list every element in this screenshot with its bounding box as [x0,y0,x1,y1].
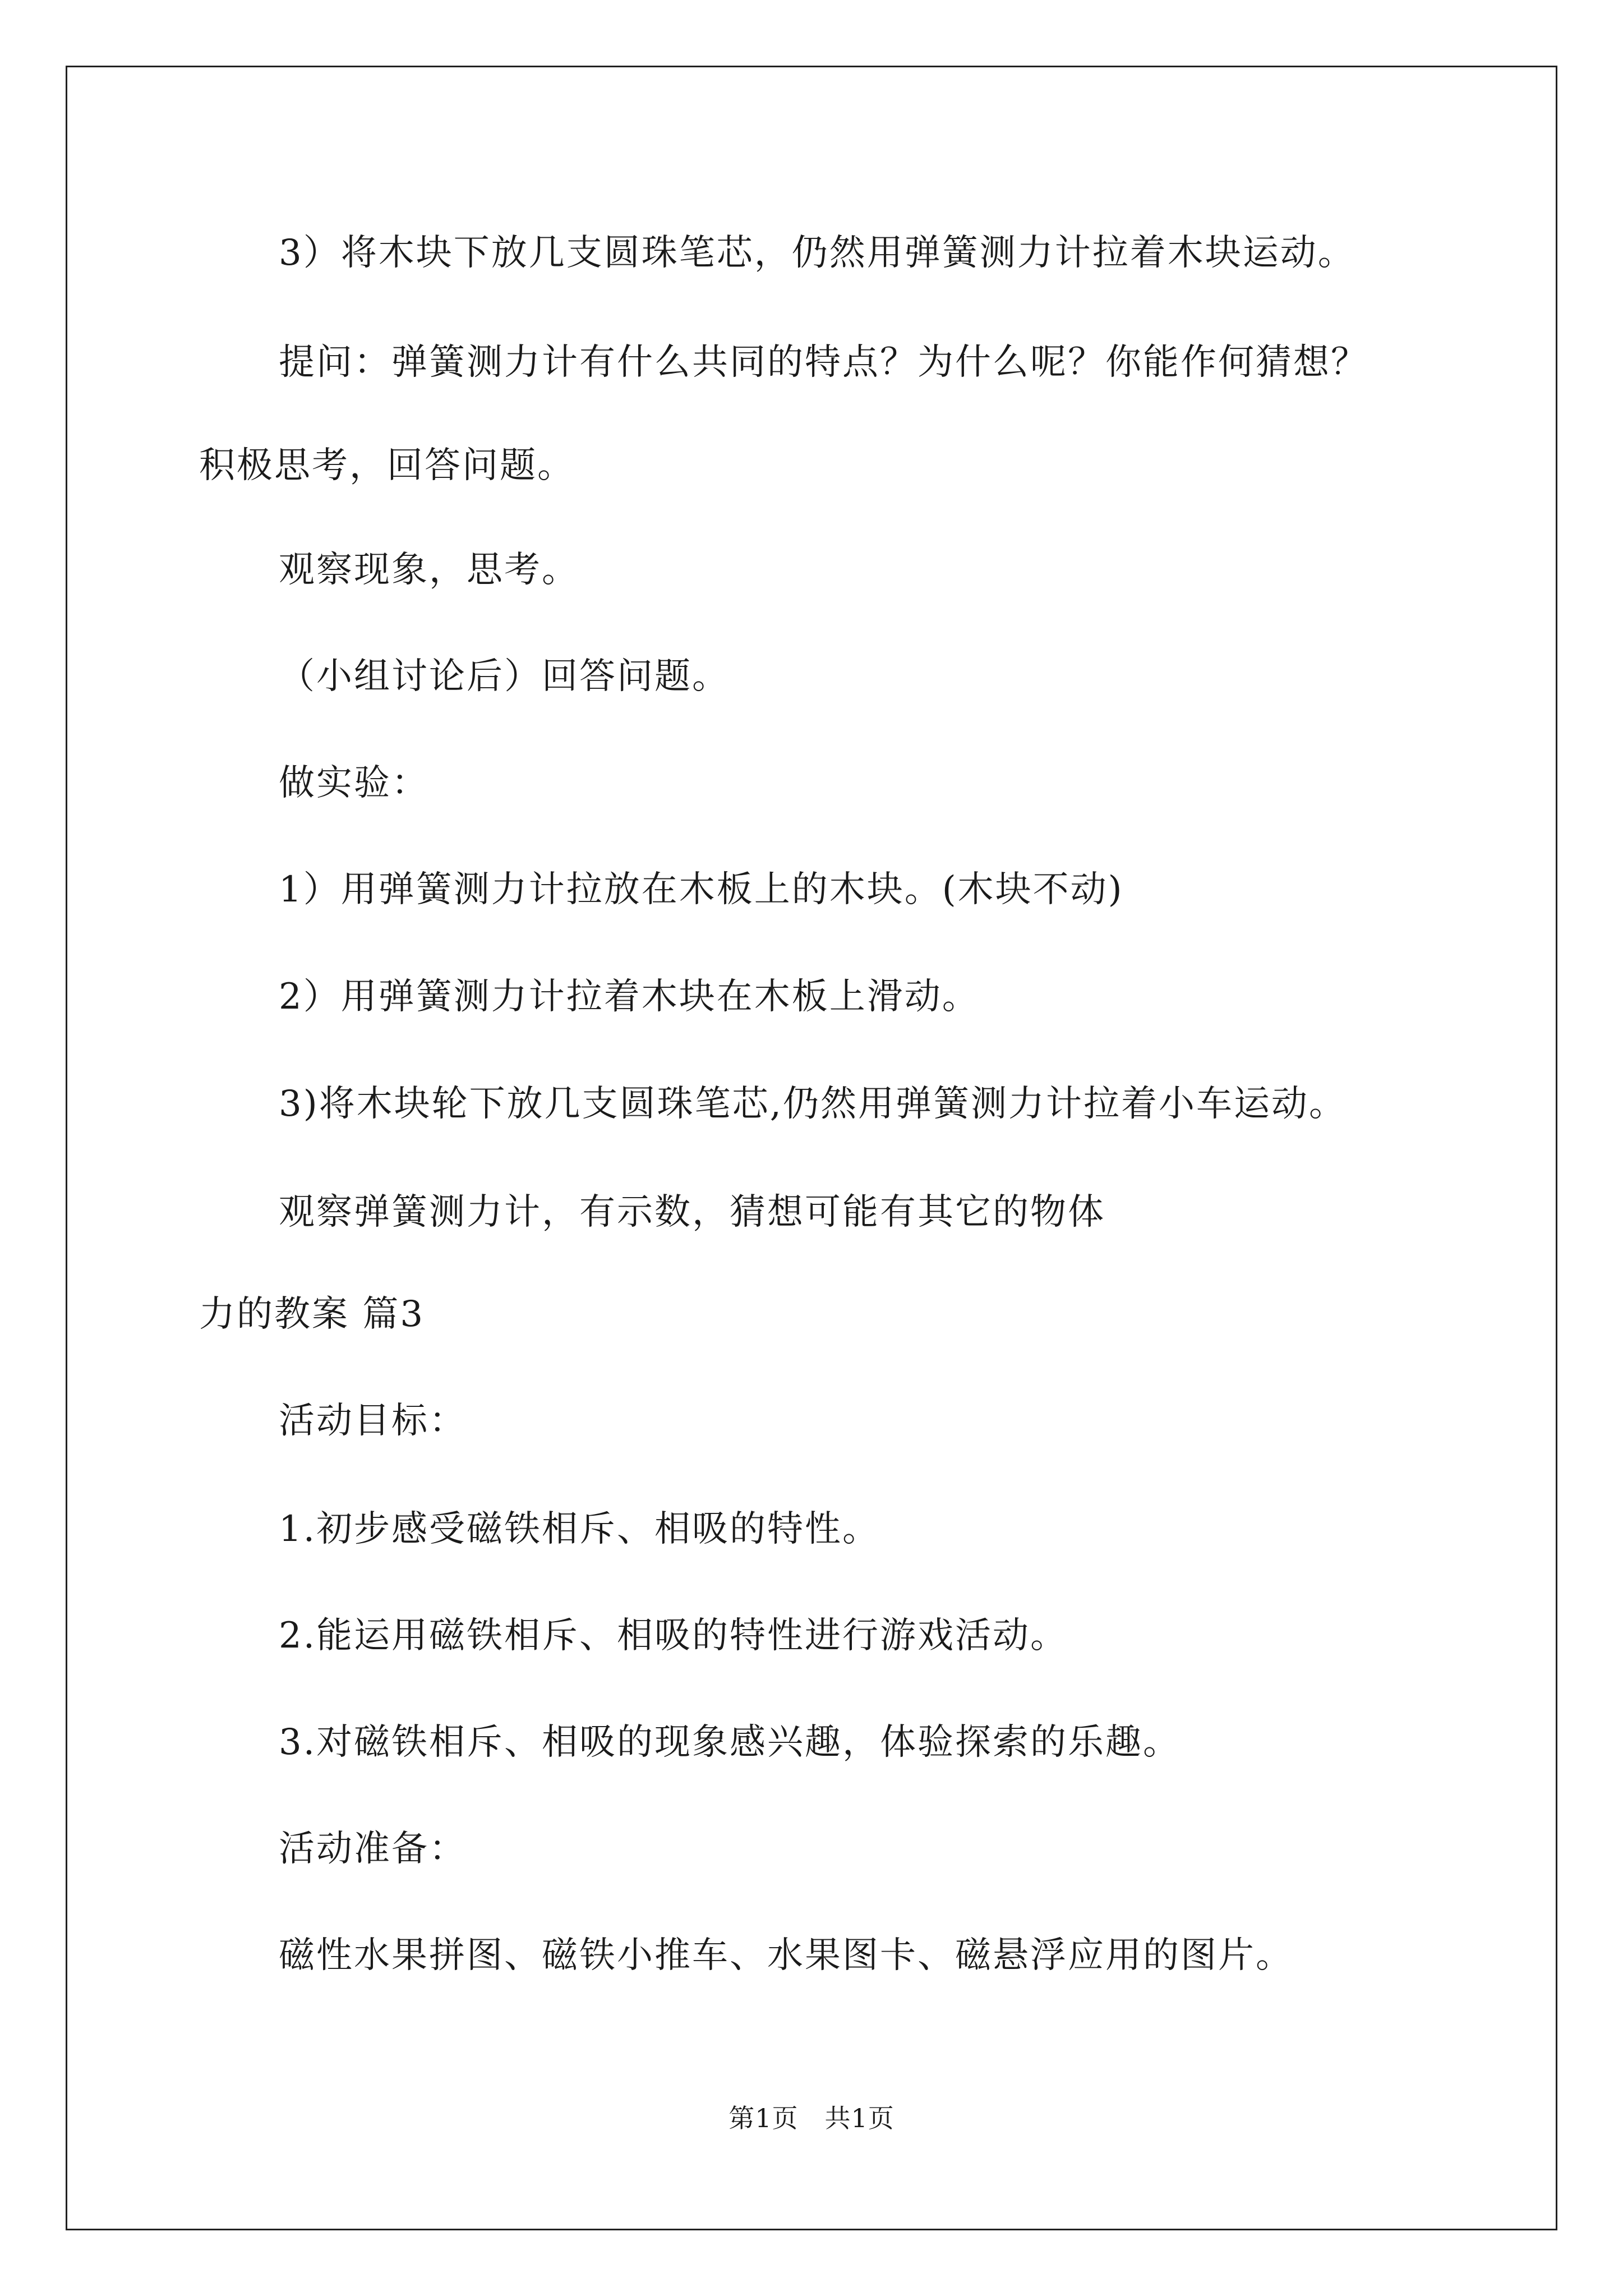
paragraph-goal-1: 1.初步感受磁铁相斥、相吸的特性。 [279,1508,880,1550]
paragraph-prep-heading: 活动准备： [279,1828,467,1870]
paragraph-goal-2: 2.能运用磁铁相斥、相吸的特性进行游戏活动。 [279,1615,1068,1657]
paragraph-observe: 观察现象，思考。 [279,549,579,591]
paragraph-goal-3: 3.对磁铁相斥、相吸的现象感兴趣，体验探索的乐趣。 [279,1722,1181,1763]
paragraph-observe-meter: 观察弹簧测力计，有示数，猜想可能有其它的物体 [279,1191,1105,1233]
paragraph-think-answer: 积极思考，回答问题。 [199,445,575,486]
paragraph-step3: 3）将木块下放几支圆珠笔芯，仍然用弹簧测力计拉着木块运动。 [279,232,1355,274]
paragraph-group-answer: （小组讨论后）回答问题。 [279,656,730,697]
page-border [66,66,1557,2230]
paragraph-question: 提问：弹簧测力计有什么共同的特点？为什么呢？你能作何猜想？ [279,342,1368,383]
paragraph-experiment-1: 1）用弹簧测力计拉放在木板上的木块。(木块不动) [279,869,1124,910]
paragraph-goals-heading: 活动目标： [279,1400,467,1442]
paragraph-prep-materials: 磁性水果拼图、磁铁小推车、水果图卡、磁悬浮应用的图片。 [279,1935,1293,1976]
paragraph-experiment-heading: 做实验： [279,762,429,804]
section-title: 力的教案 篇3 [199,1294,425,1335]
paragraph-experiment-2: 2）用弹簧测力计拉着木块在木板上滑动。 [279,976,980,1018]
paragraph-experiment-3: 3)将木块轮下放几支圆珠笔芯,仍然用弹簧测力计拉着小车运动。 [279,1083,1347,1125]
page-number: 第1页 共1页 [728,2103,895,2133]
